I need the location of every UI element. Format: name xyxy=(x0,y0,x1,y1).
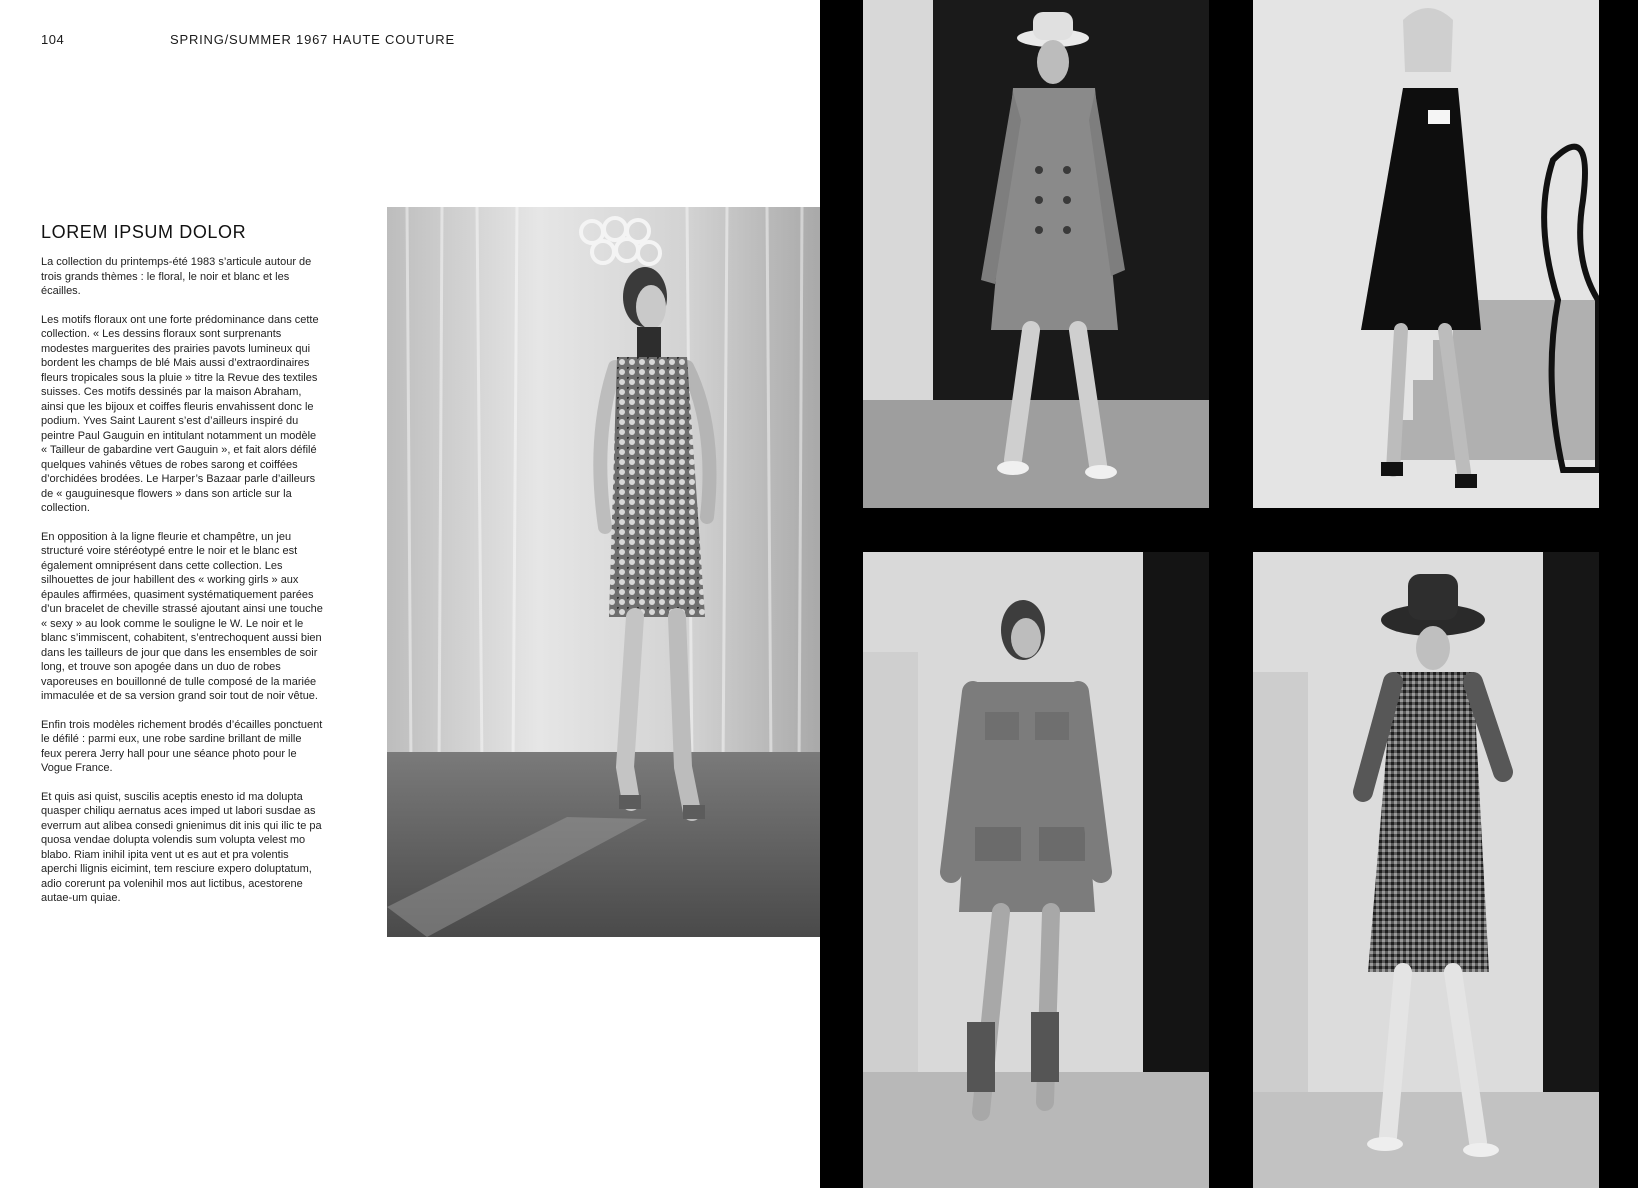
photo-grid-1-image xyxy=(863,0,1209,508)
article-paragraph: Et quis asi quist, suscilis aceptis enesto id ma dolupta quasper chiliqu aernatus aces imped ut labori susdae as everrum aut alibea consedi gnienimus dit inis qui ilic te pa quosa vendae dolupta volendis sum volupta velest mo blabo. Riam inihil ipita vent ut es aut et pra volentis aperchi llignis eicimint, tem resciure expero doluptatum, adio corerunt pa volenihil mos aut lictibus, acestorene autae-um quiae. xyxy=(41,790,322,904)
photo-grid-2 xyxy=(1253,0,1599,508)
photo-grid-3-image xyxy=(863,552,1209,1188)
photo-grid-4-image xyxy=(1253,552,1599,1188)
photo-main-image xyxy=(387,207,820,937)
article-paragraph: Les motifs floraux ont une forte prédominance dans cette collection. « Les dessins floraux sont surprenants modestes marguerites des prairies pavots lumineux qui bordent les champs de blé Mais aussi d’extraordinaires fleurs tropicales sous la pluie » titre la Revue des textiles suisses. Ces motifs dessinés par la maison Abraham, ainsi que les bijoux et coiffes fleuris envahissent donc le podium. Yves Saint Laurent s’est d’ailleurs inspiré du peintre Paul Gauguin en intitulant notamment un modèle « Tailleur de gabardine vert Gauguin », et fait alors défilé quelques vahinés vêtues de robes sarong et coiffées d’orchidées brodées. Le Harper’s Bazaar parle d’ailleurs de « gauguinesque flowers » dans son article sur la collection. xyxy=(41,313,319,514)
article xyxy=(41,222,323,920)
article-paragraph: En opposition à la ligne fleurie et champêtre, un jeu structuré voire stéréotypé entre le noir et le blanc est également omniprésent dans cette collection. Les silhouettes de jour habillent des « working girls » aux épaules affirmées, quasiment systématiquement parées d’un bracelet de cheville strassé ajoutant ainsi une touche « sexy » au look comme le souligne le W. Le noir et le blanc s’immiscent, cohabitent, s’entrechoquent aussi bien dans les tailleurs de jour que dans les ensembles de soir long, et trouve son apogée dans un duo de robes vaporeuses en bouillonné de tulle composé de la mariée immaculée et de sa version grand soir tout de noir vêtue. xyxy=(41,530,323,702)
page-number: 104 xyxy=(41,32,65,47)
article-heading: LOREM IPSUM DOLOR xyxy=(41,222,247,242)
article-paragraph: Enfin trois modèles richement brodés d’écailles ponctuent le défilé : parmi eux, une robe sardine brillant de mille feux perera Jerry hall pour une séance photo pour le Vogue France. xyxy=(41,718,323,774)
photo-grid-2-image xyxy=(1253,0,1599,508)
article-paragraph: La collection du printemps-été 1983 s’articule autour de trois grands thèmes : le floral, le noir et blanc et les écailles. xyxy=(41,256,312,297)
photo-grid-3 xyxy=(863,552,1209,1188)
running-head: SPRING/SUMMER 1967 HAUTE COUTURE xyxy=(170,32,455,47)
photo-grid-1 xyxy=(863,0,1209,508)
photo-grid-4 xyxy=(1253,552,1599,1188)
photo-main xyxy=(387,207,820,937)
